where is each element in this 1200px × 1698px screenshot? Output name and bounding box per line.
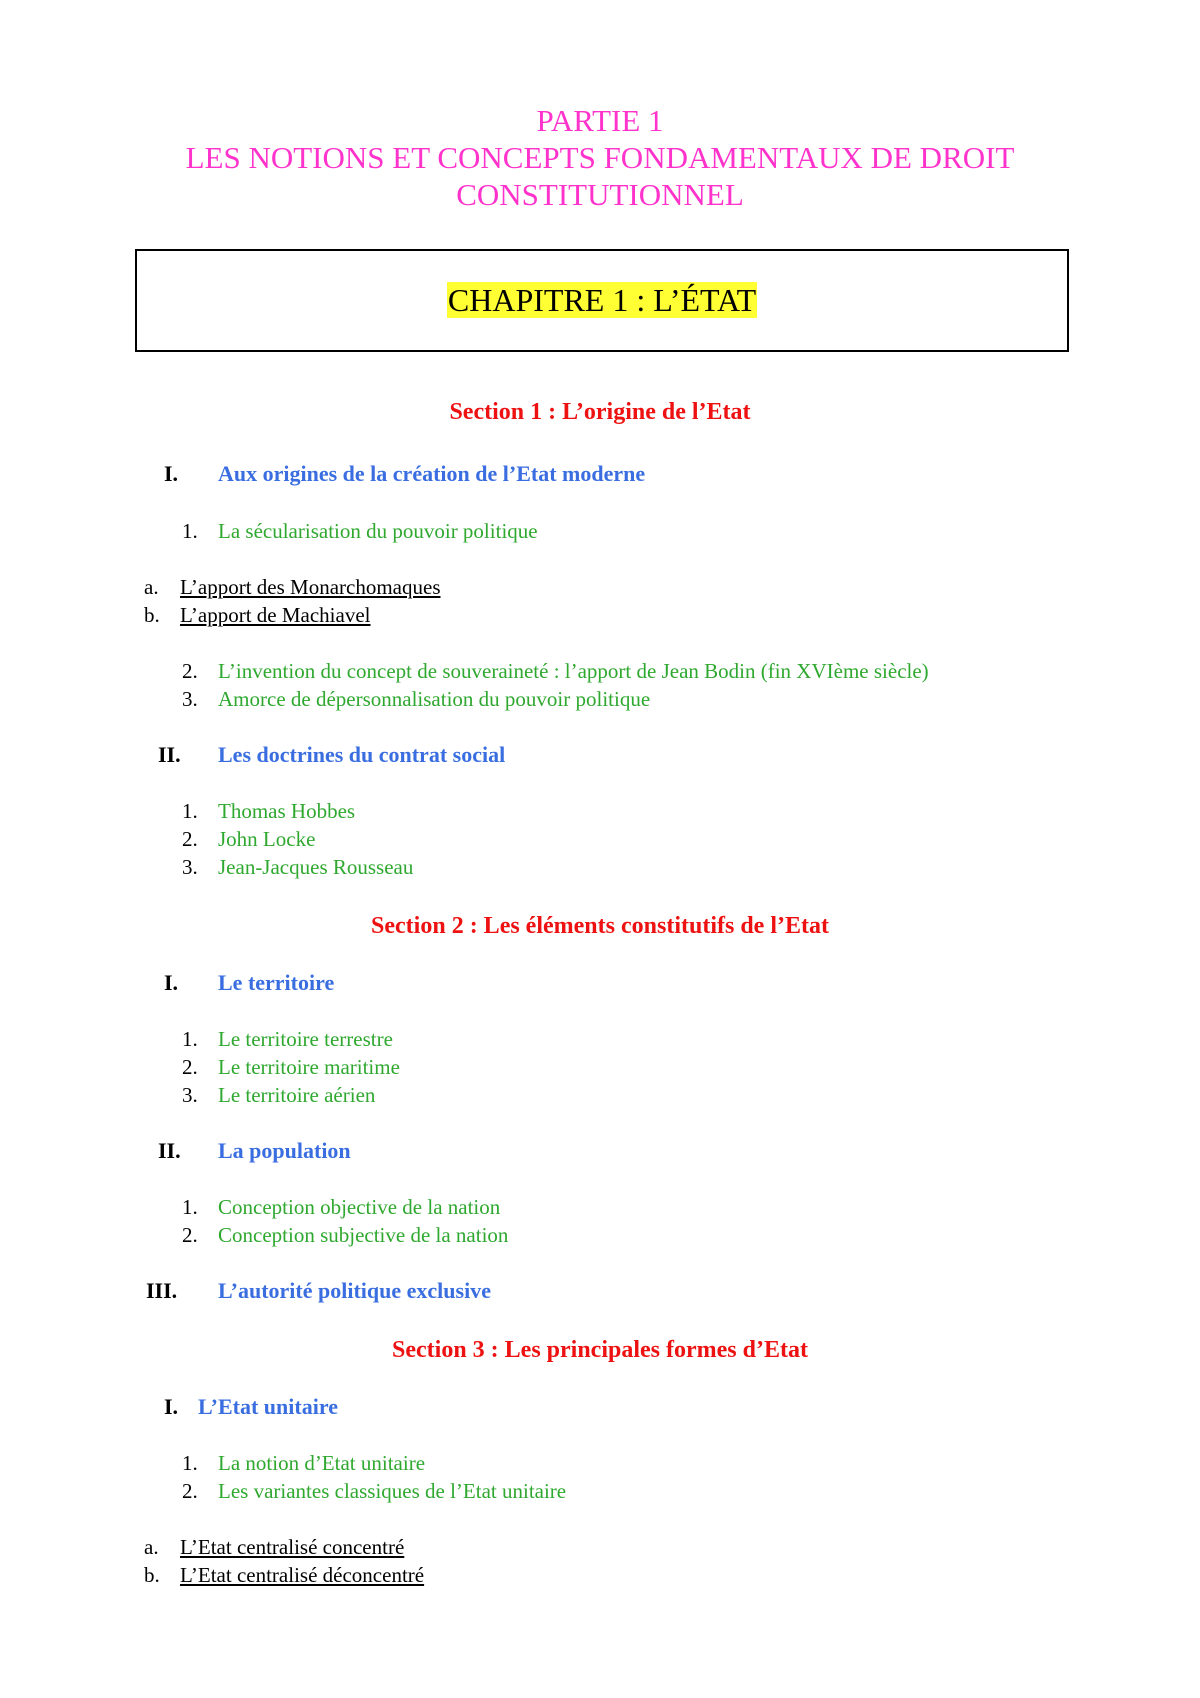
- s3-heading-1: L’Etat unitaire: [198, 1394, 338, 1419]
- s3-sub-a: L’Etat centralisé concentré: [180, 1535, 405, 1559]
- list-letter: b.: [144, 603, 160, 627]
- s1-contract-item-2: John Locke: [218, 827, 316, 851]
- list-number: 1.: [182, 519, 198, 543]
- list-number: 2.: [182, 1055, 198, 1079]
- s1-item-2: L’invention du concept de souveraineté : l’apport de Jean Bodin (fin XVIème siècle): [218, 659, 929, 683]
- list-letter: a.: [144, 1535, 159, 1559]
- section-2-title: Section 2 : Les éléments constitutifs de l’Etat: [371, 913, 829, 939]
- list-number: 1.: [182, 799, 198, 823]
- list-number: 2.: [182, 827, 198, 851]
- s1-contract-item-3: Jean-Jacques Rousseau: [218, 855, 414, 879]
- s1-item-1: La sécularisation du pouvoir politique: [218, 519, 538, 543]
- partie-number: PARTIE 1: [536, 103, 664, 138]
- list-number: 1.: [182, 1027, 198, 1051]
- s2-heading-1: Le territoire: [218, 970, 335, 995]
- partie-title-line2: CONSTITUTIONNEL: [456, 177, 744, 212]
- list-letter: a.: [144, 575, 159, 599]
- chapter-title-highlight: CHAPITRE 1 : L’ÉTAT: [447, 282, 757, 318]
- list-number: 2.: [182, 1223, 198, 1247]
- roman-numeral: II.: [158, 742, 181, 767]
- list-number: 2.: [182, 1479, 198, 1503]
- roman-numeral: I.: [164, 1394, 179, 1419]
- list-number: 3.: [182, 1083, 198, 1107]
- s1-heading-1: Aux origines de la création de l’Etat moderne: [218, 461, 646, 486]
- s1-contract-item-1: Thomas Hobbes: [218, 799, 356, 823]
- s2-heading-3: L’autorité politique exclusive: [218, 1278, 491, 1303]
- roman-numeral: III.: [146, 1278, 178, 1303]
- s2-territory-item-3: Le territoire aérien: [218, 1083, 376, 1107]
- s1-item-3: Amorce de dépersonnalisation du pouvoir politique: [218, 687, 651, 711]
- section-1-title: Section 1 : L’origine de l’Etat: [449, 399, 751, 425]
- s2-territory-item-1: Le territoire terrestre: [218, 1027, 393, 1051]
- roman-numeral: I.: [164, 461, 179, 486]
- roman-numeral: I.: [164, 970, 179, 995]
- s2-population-item-1: Conception objective de la nation: [218, 1195, 501, 1219]
- s3-unitary-item-2: Les variantes classiques de l’Etat unitaire: [218, 1479, 567, 1503]
- s3-sub-b: L’Etat centralisé déconcentré: [180, 1563, 425, 1587]
- section-3-title: Section 3 : Les principales formes d’Etat: [392, 1337, 808, 1363]
- s1-heading-2: Les doctrines du contrat social: [218, 742, 506, 767]
- s2-population-item-2: Conception subjective de la nation: [218, 1223, 509, 1247]
- s3-unitary-item-1: La notion d’Etat unitaire: [218, 1451, 426, 1475]
- chapter-box: [135, 249, 1069, 352]
- chapter-title: [137, 282, 1067, 318]
- roman-numeral: II.: [158, 1138, 181, 1163]
- s1-sub-b: L’apport de Machiavel: [180, 603, 371, 627]
- list-number: 3.: [182, 855, 198, 879]
- list-letter: b.: [144, 1563, 160, 1587]
- list-number: 1.: [182, 1195, 198, 1219]
- list-number: 1.: [182, 1451, 198, 1475]
- list-number: 3.: [182, 687, 198, 711]
- s2-heading-2: La population: [218, 1138, 351, 1163]
- s1-sub-a: L’apport des Monarchomaques: [180, 575, 441, 599]
- list-number: 2.: [182, 659, 198, 683]
- s2-territory-item-2: Le territoire maritime: [218, 1055, 400, 1079]
- partie-title-line1: LES NOTIONS ET CONCEPTS FONDAMENTAUX DE DROIT: [185, 140, 1015, 175]
